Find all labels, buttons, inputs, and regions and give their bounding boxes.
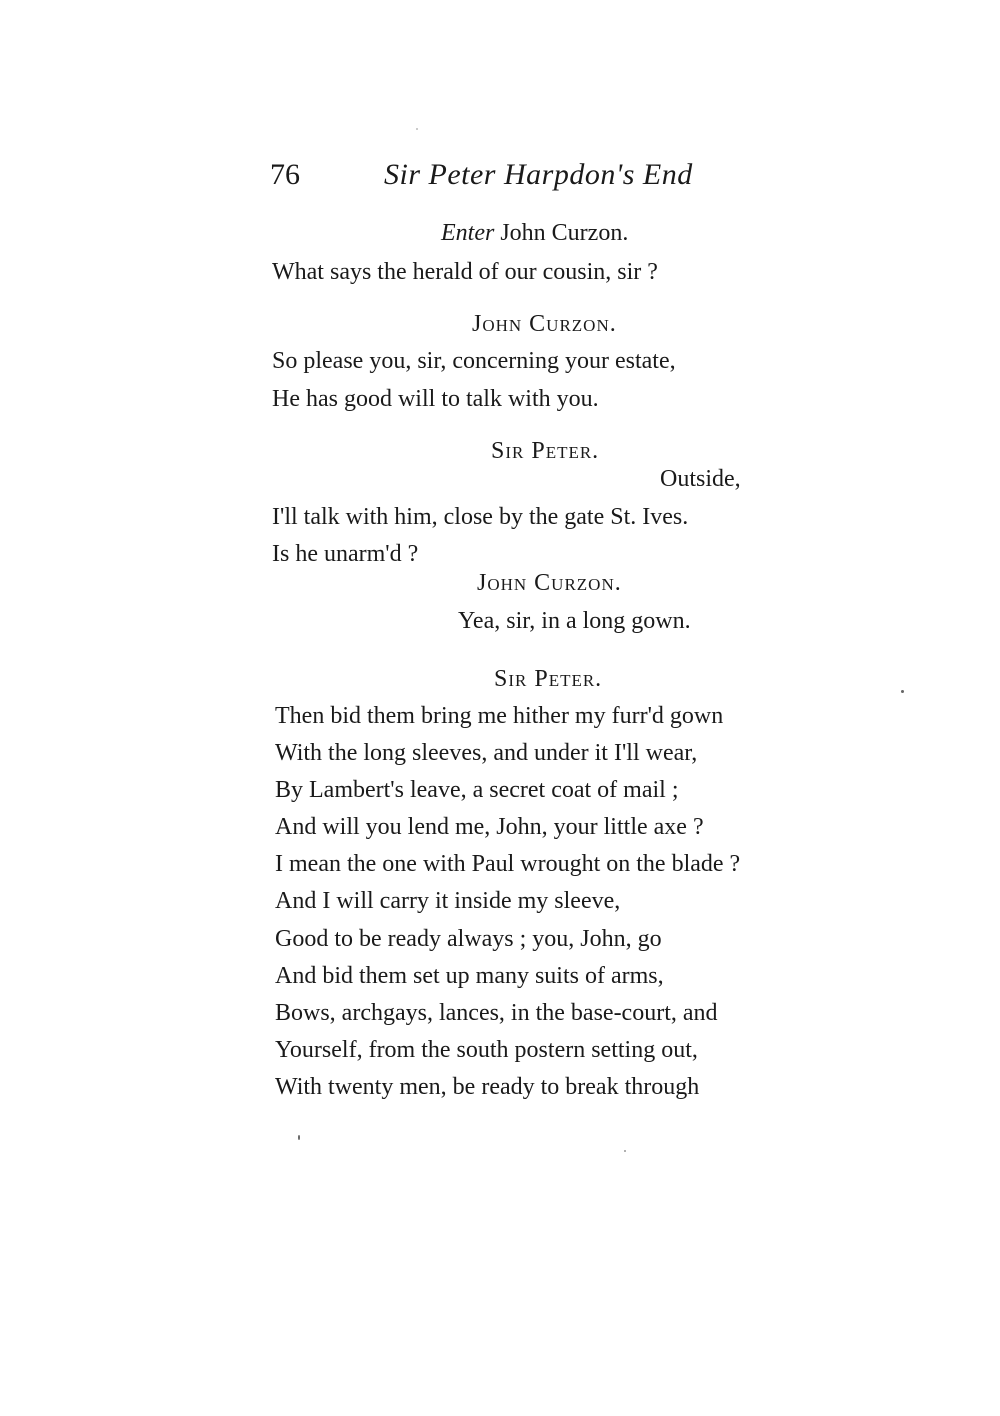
paper-speck	[624, 1150, 626, 1152]
verse-line: Yea, sir, in a long gown.	[458, 608, 691, 634]
verse-line: Bows, archgays, lances, in the base-court, and	[275, 1000, 718, 1026]
paper-speck	[416, 128, 418, 130]
stage-direction-enter: Enter	[441, 220, 495, 246]
running-title: Sir Peter Harpdon's End	[384, 158, 693, 191]
verse-line: I mean the one with Paul wrought on the blade ?	[275, 851, 741, 877]
verse-line: Outside,	[660, 466, 741, 492]
speaker-name: Sir Peter.	[491, 438, 600, 464]
verse-line: With twenty men, be ready to break through	[275, 1074, 700, 1100]
verse-line: Then bid them bring me hither my furr'd gown	[275, 703, 724, 729]
verse-line: With the long sleeves, and under it I'll wear,	[275, 740, 698, 766]
verse-line: Yourself, from the south postern setting out,	[275, 1037, 698, 1063]
verse-line: So please you, sir, concerning your estate,	[272, 348, 676, 374]
verse-line: Good to be ready always ; you, John, go	[275, 926, 662, 952]
verse-line: He has good will to talk with you.	[272, 386, 599, 412]
speaker-name: John Curzon.	[472, 311, 617, 337]
page-number: 76	[270, 158, 300, 191]
verse-line: And will you lend me, John, your little axe ?	[275, 814, 704, 840]
paper-speck	[298, 1135, 300, 1140]
verse-line: And I will carry it inside my sleeve,	[275, 888, 621, 914]
verse-line: And bid them set up many suits of arms,	[275, 963, 664, 989]
running-header	[270, 158, 730, 198]
stage-direction-name: John Curzon.	[500, 220, 629, 246]
verse-line: What says the herald of our cousin, sir ?	[272, 259, 658, 285]
speaker-name: John Curzon.	[477, 570, 622, 596]
paper-speck	[901, 690, 904, 693]
stage-direction	[441, 218, 628, 248]
speaker-name: Sir Peter.	[494, 666, 603, 692]
verse-line: Is he unarm'd ?	[272, 541, 419, 567]
verse-line: By Lambert's leave, a secret coat of mail ;	[275, 777, 679, 803]
verse-line: I'll talk with him, close by the gate St. Ives.	[272, 504, 689, 530]
